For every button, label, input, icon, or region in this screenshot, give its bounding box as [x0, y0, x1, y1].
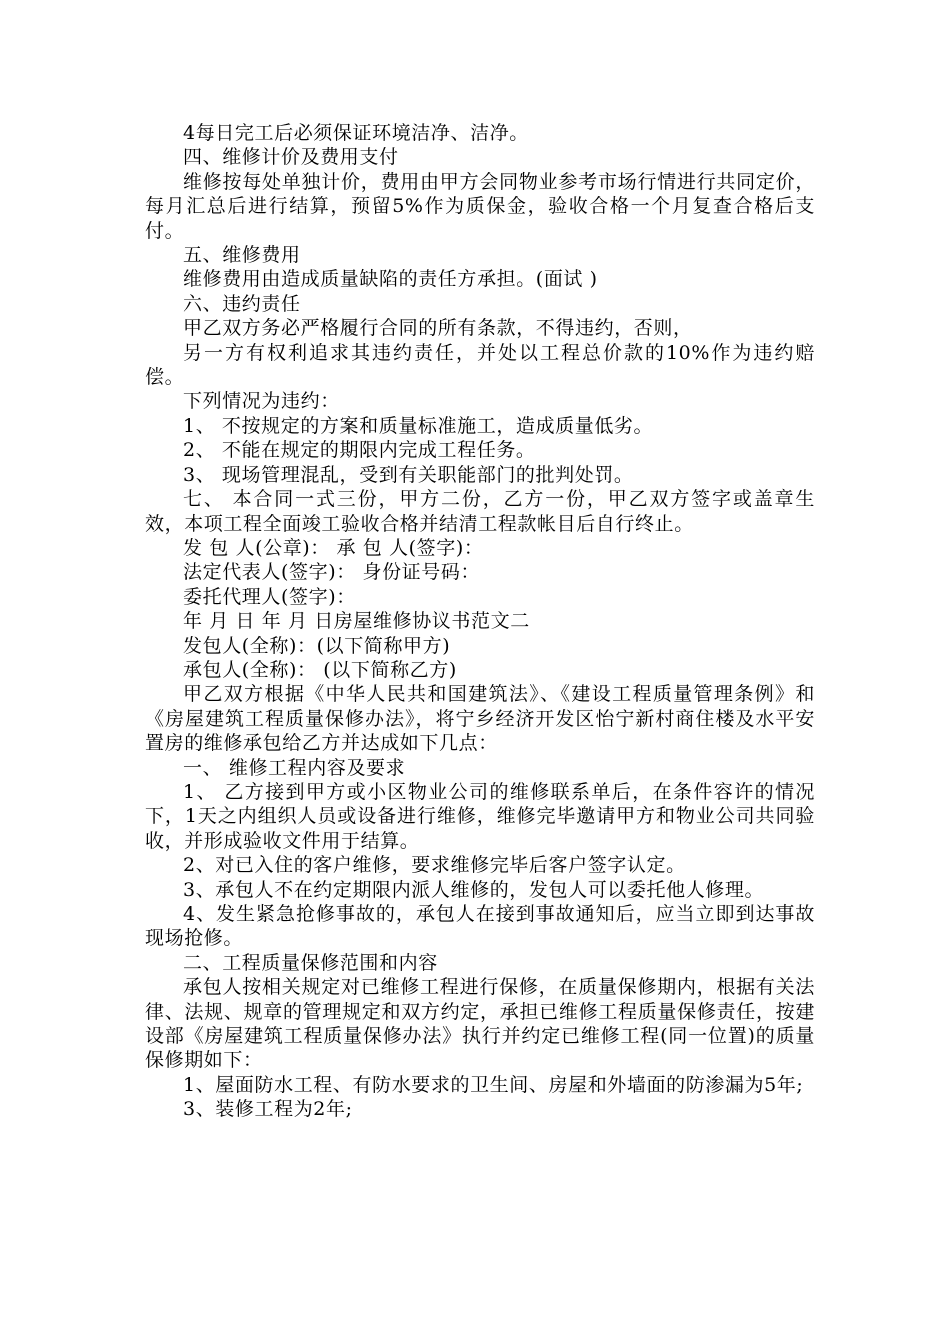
- signature-line-agent: 委托代理人(签字)：: [183, 585, 356, 608]
- paragraph-13: 七、 本合同一式三份，甲方二份，乙方一份，甲乙双方签字或盖章生效，本项工程全面竣工验收合格并结清工程款帐目后自行终止。: [145, 488, 815, 535]
- section-heading-fees: 五、维修费用: [183, 244, 301, 267]
- document-body: [145, 121, 815, 1122]
- paragraph-3: 维修按每处单独计价，费用由甲方会同物业参考市场行情进行共同定价，每月汇总后进行结算，预留5%作为质保金，验收合格一个月复查合格后支付。: [145, 170, 815, 242]
- section-heading-pricing: 四、维修计价及费用支付: [183, 146, 399, 169]
- list-item-warranty-1: 1、屋面防水工程、有防水要求的卫生间、房屋和外墙面的防渗漏为5年;: [183, 1073, 804, 1096]
- date-line-title: 年 月 日 年 月 日房屋维修协议书范文二: [183, 610, 530, 633]
- paragraph-20: 甲乙双方根据《中华人民共和国建筑法》、《建设工程质量管理条例》和《房屋建筑工程质量保修办法》，将宁乡经济开发区怡宁新村商住楼及水平安置房的维修承包给乙方并达成如下几点：: [145, 683, 815, 755]
- list-item-breach-1: 1、 不按规定的方案和质量标准施工，造成质量低劣。: [183, 414, 654, 437]
- section-heading-warranty: 二、工程质量保修范围和内容: [183, 951, 438, 974]
- list-item-content-1: 1、 乙方接到甲方或小区物业公司的维修联系单后，在条件容许的情况下，1天之内组织人员或设备进行维修，维修完毕邀请甲方和物业公司共同验收，并形成验收文件用于结算。: [145, 780, 815, 852]
- signature-line-parties: 发 包 人(公章)： 承 包 人(签字)：: [183, 536, 484, 559]
- list-item-breach-3: 3、 现场管理混乱，受到有关职能部门的批判处罚。: [183, 463, 634, 486]
- paragraph-7: 甲乙双方务必严格履行合同的所有条款，不得违约，否则，: [183, 317, 693, 340]
- signature-line-representative: 法定代表人(签字)： 身份证号码：: [183, 561, 481, 584]
- list-item-content-3: 3、承包人不在约定期限内派人维修的，发包人可以委托他人修理。: [183, 878, 765, 901]
- paragraph-1: 4每日完工后必须保证环境洁净、洁净。: [183, 122, 529, 144]
- list-item-warranty-3: 3、装修工程为2年;: [183, 1098, 353, 1121]
- paragraph-9: 下列情况为违约：: [183, 390, 340, 413]
- party-a-line: 发包人(全称)：(以下简称甲方): [183, 634, 451, 657]
- section-heading-content: 一、 维修工程内容及要求: [183, 756, 406, 779]
- paragraph-8: 另一方有权利追求其违约责任，并处以工程总价款的10%作为违约赔偿。: [145, 341, 815, 389]
- section-heading-liability: 六、违约责任: [183, 292, 301, 315]
- party-b-line: 承包人(全称)： (以下简称乙方): [183, 658, 457, 681]
- paragraph-27: 承包人按相关规定对已维修工程进行保修，在质量保修期内，根据有关法律、法规、规章的管理规定和双方约定，承担已维修工程质量保修责任，按建设部《房屋建筑工程质量保修办法》执行并约定已维修工程(同一位置)的质量保修期如下：: [145, 976, 815, 1072]
- list-item-content-2: 2、对已入住的客户维修，要求维修完毕后客户签字认定。: [183, 854, 686, 877]
- paragraph-5: 维修费用由造成质量缺陷的责任方承担。(面试 ): [183, 268, 598, 291]
- list-item-content-4: 4、发生紧急抢修事故的，承包人在接到事故通知后，应当立即到达事故现场抢修。: [145, 903, 815, 950]
- list-item-breach-2: 2、 不能在规定的期限内完成工程任务。: [183, 439, 536, 462]
